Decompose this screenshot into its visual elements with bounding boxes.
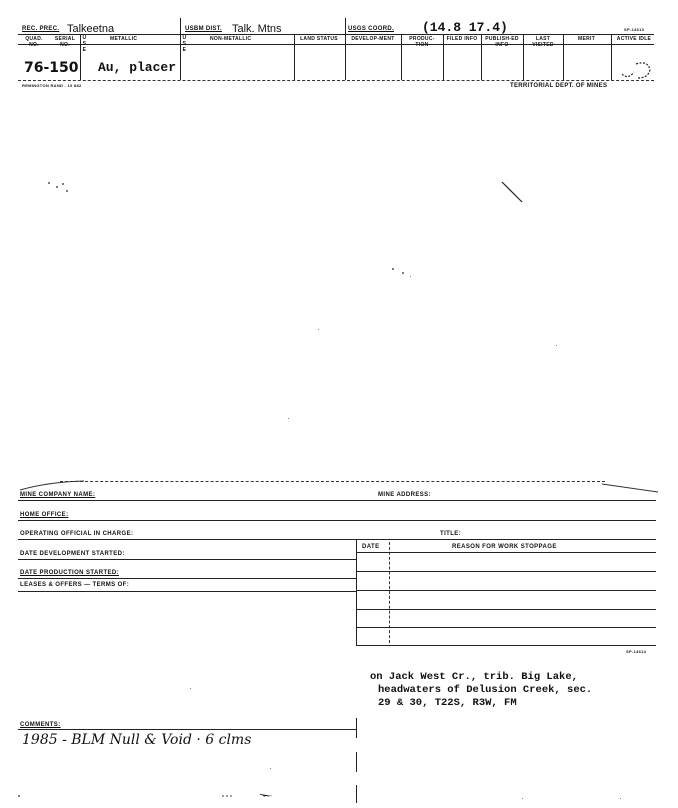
commodity: Au, placer <box>98 60 177 75</box>
form-number-bottom: SP-14614 <box>626 649 647 654</box>
location-line-2: headwaters of Delusion Creek, sec. <box>378 684 593 696</box>
reason-column-header: REASON FOR WORK STOPPAGE <box>452 544 557 550</box>
usgs-coord-label: USGS COORD. <box>348 26 394 32</box>
location-line-1: on Jack West Cr., trib. Big Lake, <box>370 671 578 683</box>
production-header: PRODUC-TION <box>409 36 435 48</box>
record-number: 76-150 <box>24 60 79 76</box>
title-label: TITLE: <box>440 531 462 537</box>
leases-offers-label: LEASES & OFFERS — TERMS OF: <box>20 582 130 588</box>
non-metallic-header: NON-METALLIC <box>210 36 252 42</box>
home-office-label: HOME OFFICE: <box>20 512 69 518</box>
comments-label: COMMENTS: <box>20 722 61 728</box>
date-column-header: DATE <box>362 544 380 550</box>
quad-no-header: QUAD. NO. <box>25 36 43 48</box>
rec-prec-label: REC. PREC. <box>22 26 60 32</box>
mine-company-name-label: MINE COMPANY NAME: <box>20 492 96 498</box>
date-production-label: DATE PRODUCTION STARTED: <box>20 570 120 576</box>
use-metallic-header: USE <box>82 35 87 53</box>
merit-header: MERIT <box>578 36 596 42</box>
rec-prec-value: Talkeetna <box>67 23 115 35</box>
active-idle-header: ACTIVE IDLE <box>616 36 652 42</box>
location-line-3: 29 & 30, T22S, R3W, FM <box>378 697 517 709</box>
usbm-dist-value: Talk. Mtns <box>232 23 282 35</box>
mine-address-label: MINE ADDRESS: <box>378 492 431 498</box>
use-non-metallic-header: USE <box>182 35 187 53</box>
active-idle-mark <box>618 58 658 82</box>
comments-handwritten: 1985 - BLM Null & Void · 6 clms <box>22 732 252 748</box>
form-number-top: SP-14613 <box>624 27 645 32</box>
department-label: TERRITORIAL DEPT. OF MINES <box>510 83 608 89</box>
serial-no-header: SERIAL NO. <box>54 36 76 48</box>
usbm-dist-label: USBM DIST. <box>185 26 223 32</box>
last-visited-header: LAST VISITED <box>532 36 554 48</box>
date-development-label: DATE DEVELOPMENT STARTED: <box>20 551 125 557</box>
usgs-coord-value: (14.8 17.4) <box>422 20 508 35</box>
land-status-header: LAND STATUS <box>300 36 338 42</box>
published-info-header: PUBLISH-ED INFO <box>485 36 519 48</box>
filed-info-header: FILED INFO <box>446 36 478 42</box>
development-header: DEVELOP-MENT <box>351 36 395 42</box>
operating-official-label: OPERATING OFFICIAL IN CHARGE: <box>20 531 134 537</box>
printer-mark: REMINGTON RAND . 10 882 <box>22 83 82 88</box>
metallic-header: METALLIC <box>110 36 138 42</box>
